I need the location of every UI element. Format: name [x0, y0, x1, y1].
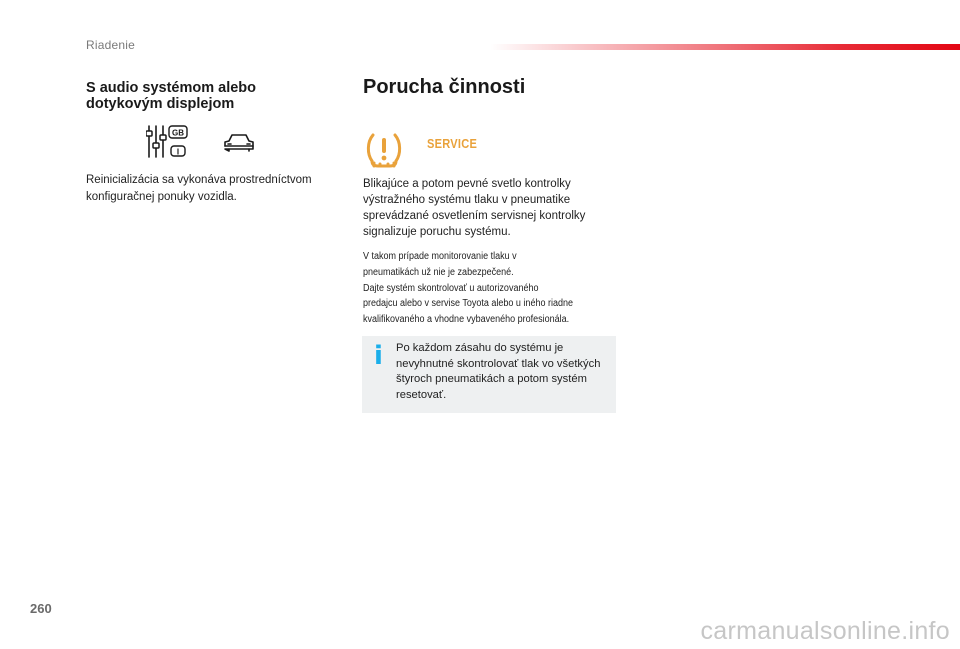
info-icon: i: [374, 341, 383, 371]
left-heading-line2: dotykovým displejom: [86, 96, 235, 112]
left-heading-line1: S audio systémom alebo: [86, 80, 257, 96]
page-number: 260: [30, 601, 52, 616]
service-warning-label: SERVICE: [427, 136, 478, 151]
language-badges-icon: [168, 124, 198, 164]
paragraph-2-line: Dajte systém skontrolovať u autorizovaného: [363, 282, 539, 294]
left-paragraph: Reinicializácia sa vykonáva prostredníctvom konfiguračnej ponuky vozidla.: [86, 174, 312, 203]
right-paragraph-1: Blikajúce a potom pevné svetlo kontrolky výstražného systému tlaku v pneumatike sprevádzané osvetlením servisnej kontrolky signalizuje poruchu systému.: [363, 178, 586, 238]
section-title: Riadenie: [86, 38, 135, 52]
car-icon: [222, 131, 256, 155]
info-text: Po každom zásahu do systému je nevyhnutné skontrolovať tlak vo všetkých štyroch pneumatikách a potom systém resetovať.: [396, 342, 601, 401]
watermark: carmanualsonline.info: [700, 617, 950, 645]
left-heading: [86, 80, 326, 112]
right-paragraph-2: [363, 249, 625, 328]
paragraph-2-line: pneumatikách už nie je zabezpečené.: [363, 266, 514, 278]
paragraph-2-line: V takom prípade monitorovanie tlaku v: [363, 251, 517, 262]
i-badge-text: I: [176, 147, 180, 157]
tyre-pressure-warning-icon: [364, 130, 404, 170]
info-box: [362, 336, 616, 413]
paragraph-2-line: kvalifikovaného a vhodne vybaveného profesionála.: [363, 314, 570, 326]
gb-badge-text: GB: [172, 128, 184, 138]
settings-icons-group: [146, 124, 256, 164]
right-heading: Porucha činnosti: [363, 76, 526, 98]
header-accent-bar: [490, 44, 960, 50]
paragraph-2-line: predajcu alebo v servise Toyota alebo u iného riadne: [363, 298, 573, 310]
